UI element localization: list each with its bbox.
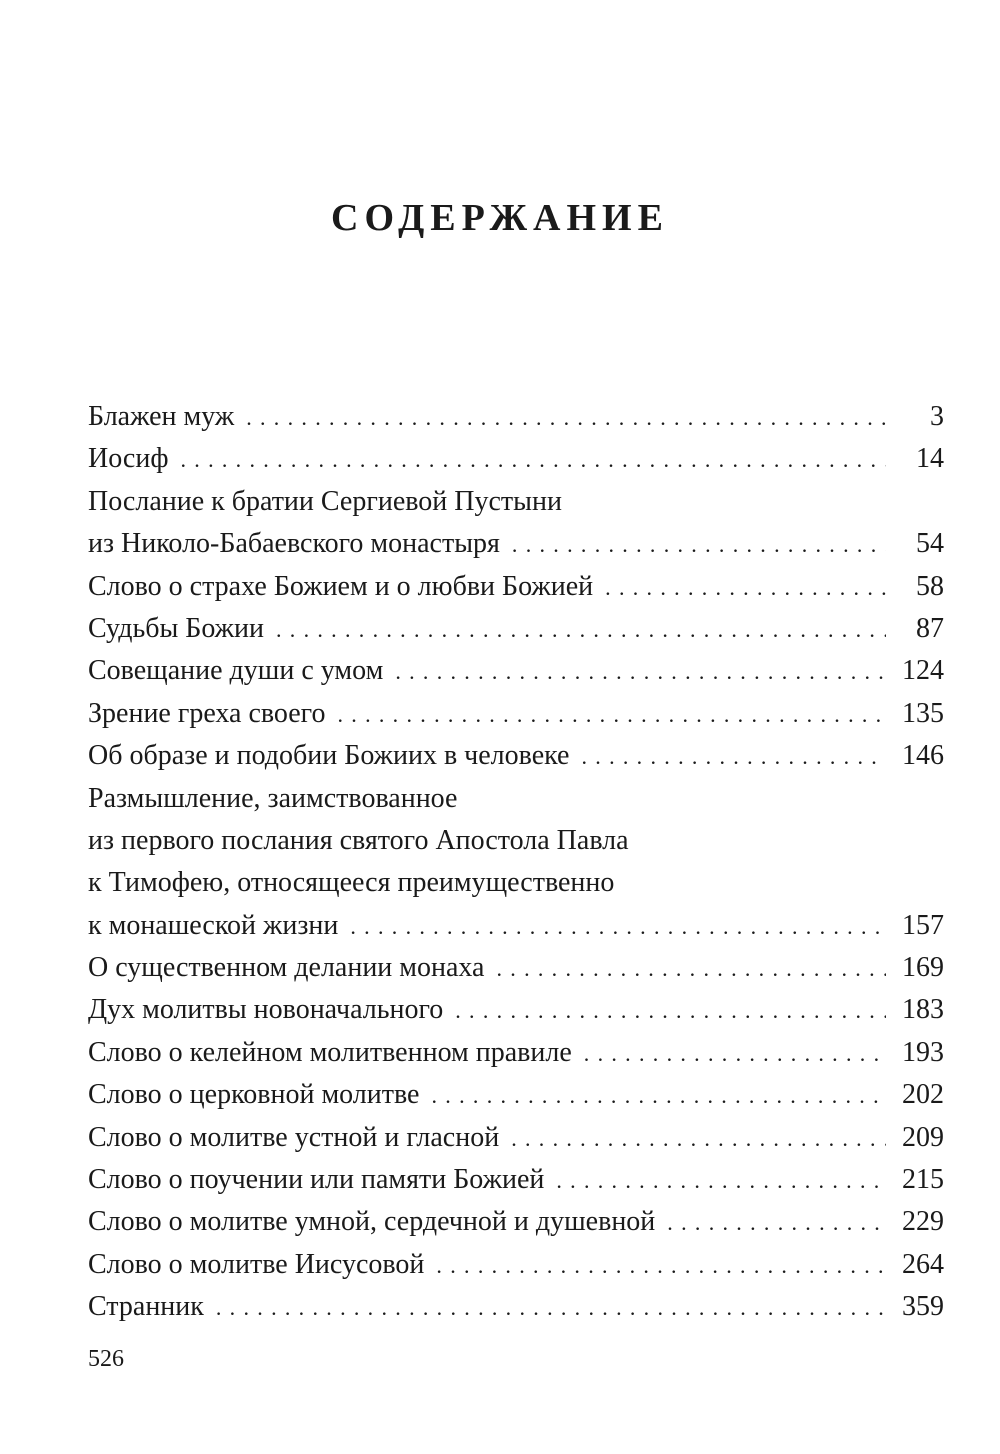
dot-leader [512, 523, 886, 566]
dot-leader [337, 693, 886, 736]
toc-entry-title: Слово о молитве умной, сердечной и душевной [88, 1206, 656, 1238]
dot-leader [496, 947, 886, 990]
toc-entry-line [88, 778, 944, 820]
toc-entry-title: Послание к братии Сергиевой Пустыни [88, 485, 562, 517]
toc-entry-page: 209 [902, 1121, 944, 1153]
toc-entry-page: 58 [916, 570, 944, 602]
toc-entry-line [88, 1117, 944, 1159]
toc-entry-page: 193 [902, 1036, 944, 1068]
toc-entry-page: 135 [902, 697, 944, 729]
toc-entry-title: Блажен муж [88, 401, 235, 432]
toc-entry-title: Иосиф [88, 443, 169, 475]
toc-entry-line [88, 1159, 944, 1201]
dot-leader [395, 650, 886, 693]
toc-entry-title: из первого послания святого Апостола Павла [88, 824, 629, 856]
toc-entry-line [88, 1244, 944, 1286]
dot-leader [667, 1201, 886, 1244]
toc-entry-page: 54 [916, 528, 944, 560]
dot-leader [584, 1032, 886, 1075]
toc-entry-page: 169 [902, 952, 944, 984]
toc-entry-page: 264 [902, 1248, 944, 1280]
toc-entry-title: Судьбы Божии [88, 612, 264, 644]
toc-entry-page: 3 [930, 401, 944, 432]
toc-entry-title: к монашеской жизни [88, 909, 339, 941]
toc-entry-page: 183 [902, 994, 944, 1026]
dot-leader [436, 1244, 886, 1287]
toc-entry-title: Слово о церковной молитве [88, 1079, 420, 1111]
dot-leader [350, 905, 886, 948]
toc-entry-page: 359 [902, 1291, 944, 1323]
dot-leader [605, 566, 886, 609]
toc-entry-page: 229 [902, 1206, 944, 1238]
dot-leader [276, 608, 886, 651]
toc-entry-line [88, 523, 944, 565]
toc-entry-line [88, 862, 944, 904]
toc-entry-title: из Николо-Бабаевского монастыря [88, 528, 500, 560]
toc-entry-title: Об образе и подобии Божиих в человеке [88, 740, 570, 772]
toc-entry-page: 87 [916, 612, 944, 644]
toc-entry-line [88, 947, 944, 989]
toc-entry-line [88, 1074, 944, 1116]
toc-entry-title: Слово о молитве Иисусовой [88, 1248, 425, 1280]
toc-entry-title: Слово о келейном молитвенном правиле [88, 1036, 572, 1068]
dot-leader [581, 735, 886, 778]
dot-leader [246, 396, 886, 439]
dot-leader [511, 1117, 886, 1160]
toc-entry-line [88, 820, 944, 862]
toc-entry-line [88, 1201, 944, 1243]
toc-entry-line [88, 481, 944, 523]
toc-entry-line [88, 735, 944, 777]
toc-entry-page: 157 [902, 909, 944, 941]
dot-leader [180, 438, 886, 481]
toc-entry-line [88, 608, 944, 650]
page-title: СОДЕРЖАНИЕ [331, 197, 669, 239]
toc-entry-page: 14 [916, 443, 944, 475]
toc-entry-line [88, 566, 944, 608]
toc-entry-line [88, 693, 944, 735]
toc-entry-line [88, 396, 944, 438]
toc-entry-title: Дух молитвы новоначального [88, 994, 444, 1026]
dot-leader [455, 989, 886, 1032]
toc-entry-title: Слово о молитве устной и гласной [88, 1121, 500, 1153]
dot-leader [556, 1159, 886, 1202]
dot-leader [216, 1286, 886, 1329]
toc-entry-title: Слово о страхе Божием и о любви Божией [88, 570, 594, 602]
toc-entry-page: 202 [902, 1079, 944, 1111]
toc-entry-title: Размышление, заимствованное [88, 782, 458, 814]
toc-entry-title: к Тимофею, относящееся преимущественно [88, 867, 615, 899]
toc-entry-title: Слово о поучении или памяти Божией [88, 1164, 545, 1196]
toc-entry-title: Странник [88, 1291, 204, 1323]
toc-entry-line [88, 650, 944, 692]
toc-entry-page: 146 [902, 740, 944, 772]
toc-entry-title: Совещание души с умом [88, 655, 384, 687]
toc-entry-line [88, 905, 944, 947]
toc-entry-line [88, 1032, 944, 1074]
toc-entry-line [88, 1286, 944, 1328]
toc-entry-page: 124 [902, 655, 944, 687]
page-number: 526 [88, 1346, 124, 1372]
toc-entry-line [88, 438, 944, 480]
toc-entry-title: О существенном делании монаха [88, 952, 485, 984]
table-of-contents [88, 396, 944, 1329]
toc-entry-title: Зрение греха своего [88, 697, 326, 729]
dot-leader [432, 1074, 887, 1117]
toc-entry-line [88, 989, 944, 1031]
toc-entry-page: 215 [902, 1164, 944, 1196]
